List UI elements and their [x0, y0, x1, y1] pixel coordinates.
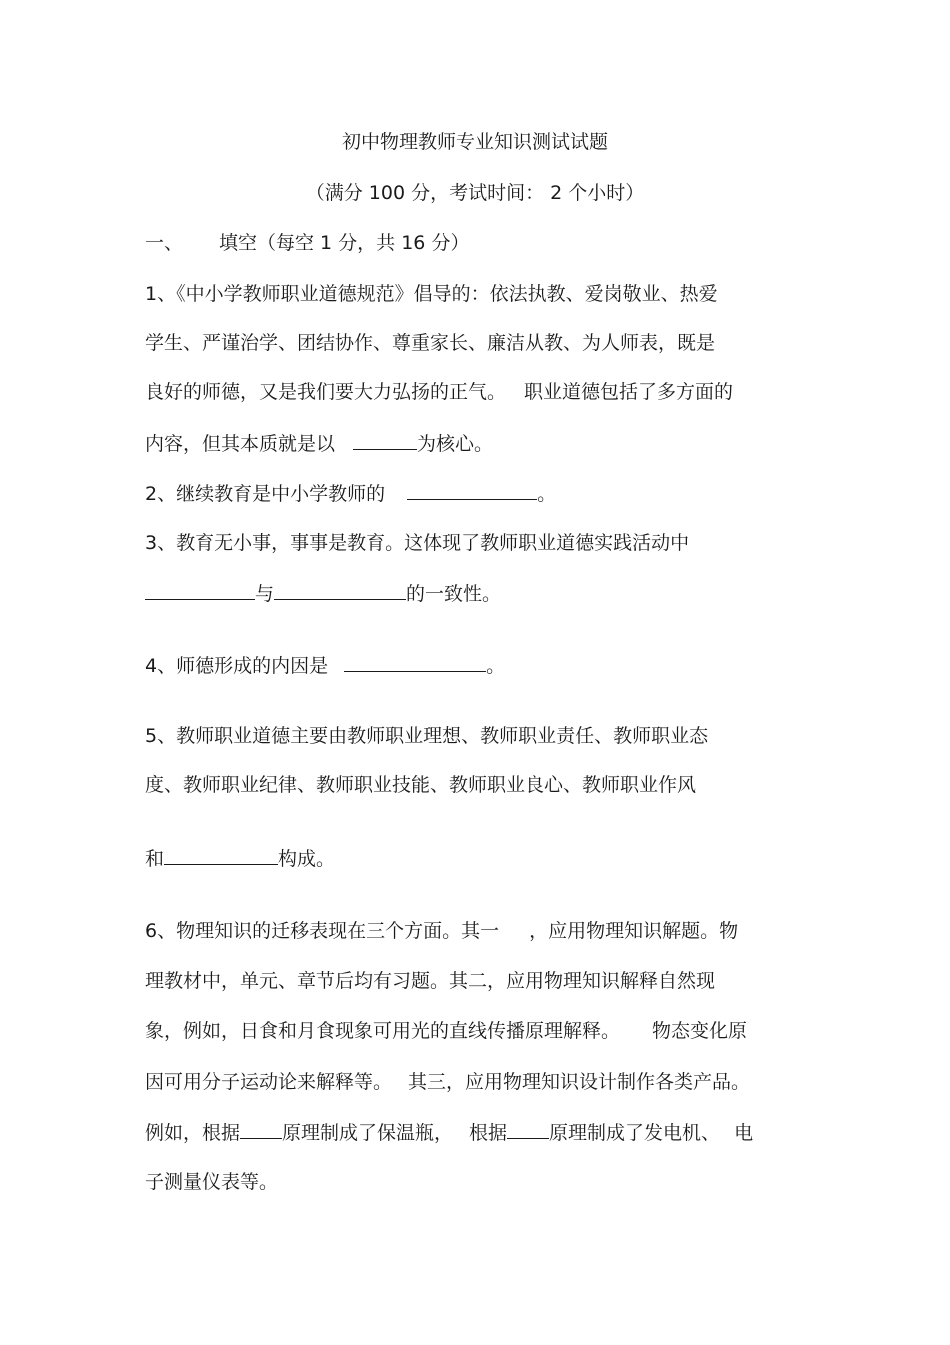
section-title: 填空（每空 1 分，共 16 分） — [219, 232, 470, 254]
q3-answer-blank-2[interactable] — [274, 581, 406, 600]
exam-info: （满分 100 分，考试时间： 2 个小时） — [305, 182, 645, 204]
q2-text: 2、继续教育是中小学教师的 — [145, 483, 386, 505]
q3-connector: 与 — [255, 583, 275, 605]
q4-answer-blank[interactable] — [344, 653, 486, 672]
q3-end: 的一致性。 — [406, 583, 502, 605]
q6-line3-part-a: 象，例如，日食和月食现象可用光的直线传播原理解释。 — [145, 1020, 621, 1042]
page-title: 初中物理教师专业知识测试试题 — [341, 131, 608, 153]
q5-line1: 5、教师职业道德主要由教师职业理想、教师职业责任、教师职业态 — [145, 725, 709, 747]
q2-answer-blank[interactable] — [407, 481, 537, 500]
q3-line1: 3、教育无小事，事事是教育。这体现了教师职业道德实践活动中 — [145, 532, 690, 554]
q6-line5-part-c: 根据 — [469, 1122, 508, 1144]
q1-line2: 学生、严谨治学、团结协作、尊重家长、廉洁从教、为人师表，既是 — [145, 332, 716, 354]
q4-text: 4、师德形成的内因是 — [145, 655, 329, 677]
section-heading — [145, 231, 469, 255]
section-number: 一、 — [145, 232, 184, 254]
q6-line1 — [145, 919, 738, 943]
q6-line4-part-b: 其三，应用物理知识设计制作各类产品。 — [408, 1071, 751, 1093]
q2-end: 。 — [537, 483, 557, 505]
q6-line1-part-a: 6、物理知识的迁移表现在三个方面。其一 — [145, 920, 500, 942]
q6-line5-part-e: 电 — [734, 1122, 754, 1144]
q6-line3 — [145, 1019, 747, 1043]
q6-line1-part-b: ，应用物理知识解题。物 — [529, 920, 739, 942]
q5-line3-part-a: 和 — [145, 848, 165, 870]
q6-line3-part-b: 物态变化原 — [652, 1020, 748, 1042]
q1-answer-blank[interactable] — [353, 431, 417, 450]
q1-line1: 1、《中小学教师职业道德规范》倡导的：依法执教、爱岗敬业、热爱 — [145, 283, 718, 305]
q2-line — [145, 481, 556, 506]
q6-line5-part-b: 原理制成了保温瓶， — [282, 1122, 454, 1144]
q1-line3 — [145, 380, 733, 404]
q6-answer-blank-2[interactable] — [507, 1120, 549, 1139]
q1-line4-part-b: 为核心。 — [417, 433, 494, 455]
q3-answer-blank-1[interactable] — [145, 581, 255, 600]
q5-line3 — [145, 846, 335, 871]
q6-line5-part-a: 例如，根据 — [145, 1122, 241, 1144]
q1-line3-part-b: 职业道德包括了多方面的 — [524, 381, 734, 403]
q5-line3-part-b: 构成。 — [278, 848, 336, 870]
q3-line2 — [145, 581, 501, 606]
q4-line — [145, 653, 505, 678]
q6-line2: 理教材中，单元、章节后均有习题。其二，应用物理知识解释自然现 — [145, 970, 716, 992]
q6-line4 — [145, 1070, 750, 1094]
q6-line6: 子测量仪表等。 — [145, 1171, 279, 1193]
q5-line2: 度、教师职业纪律、教师职业技能、教师职业良心、教师职业作风 — [145, 774, 697, 796]
q1-line3-part-a: 良好的师德，又是我们要大力弘扬的正气。 — [145, 381, 507, 403]
q6-line5-part-d: 原理制成了发电机、 — [549, 1122, 721, 1144]
q6-line4-part-a: 因可用分子运动论来解释等。 — [145, 1071, 393, 1093]
q4-end: 。 — [486, 655, 506, 677]
q6-answer-blank-1[interactable] — [240, 1120, 282, 1139]
q6-line5 — [145, 1120, 753, 1145]
q1-line4 — [145, 431, 493, 456]
q5-answer-blank[interactable] — [164, 846, 278, 865]
q1-line4-part-a: 内容，但其本质就是以 — [145, 433, 336, 455]
